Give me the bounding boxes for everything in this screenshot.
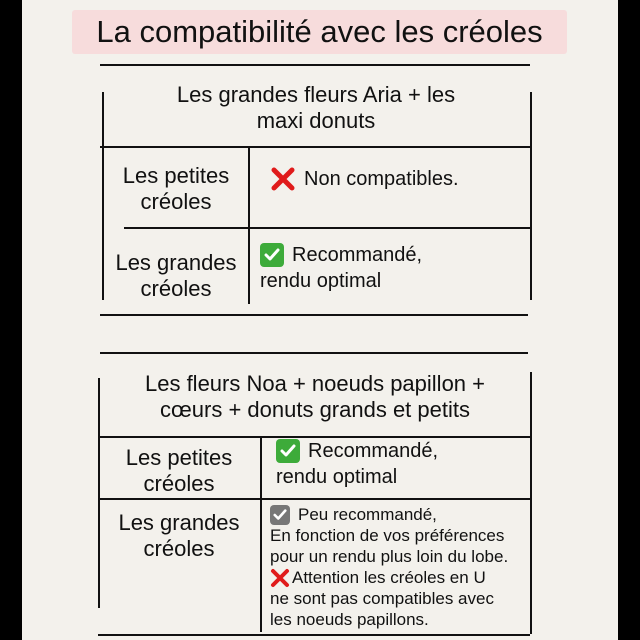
table-2-header-line-2: cœurs + donuts grands et petits [160,397,470,422]
table-1-row-1-status [270,166,459,192]
table-2-row-1-label [98,445,260,497]
table-1-header [104,82,528,134]
status-line-peu-recommande: Peu recommandé, [298,505,437,524]
table-2-bottom-rule [98,634,530,636]
table-1-row-1-label [104,163,248,215]
table-2-header-line-1: Les fleurs Noa + noeuds papillon + [144,371,485,396]
table-1-header-divider [100,146,530,148]
table-1-column-divider [248,146,250,304]
table-1-row-2-label [104,250,248,302]
table-2-row-divider [98,498,530,500]
table-2-row-2-label-line-2: créoles [143,536,215,561]
page-title: La compatibilité avec les créoles [72,10,567,54]
table-2-row-2-label-line-1: Les grandes [118,510,240,535]
table-1-row-2-status [260,242,422,294]
table-2-row-1-status-line-2: rendu optimal [276,466,398,488]
table-2-top-rule [100,352,528,354]
table-1-top-rule [100,64,530,66]
cross-icon [270,568,290,588]
table-1-bottom-rule [100,314,528,316]
table-1-row-1-label-line-1: Les petites [122,163,230,188]
table-1-row-1-status-text: Non compatibles. [304,168,459,190]
page [22,0,618,640]
table-1-row-2-status-line-1: Recommandé, [292,244,423,266]
status-line-attention: Attention les créoles en U [292,568,486,587]
table-2-row-1-status-line-1: Recommandé, [308,440,439,462]
gray-check-icon [270,505,290,525]
status-line-compatibles: ne sont pas compatibles avec [270,589,494,608]
table-1-header-line-1: Les grandes fleurs Aria + les [176,82,456,107]
table-1-row-2-status-line-2: rendu optimal [260,270,382,292]
table-2-row-1-status [276,438,438,490]
check-icon [276,439,300,463]
table-2-row-1-label-line-1: Les petites [125,445,233,470]
table-2-row-2-label [98,510,260,562]
table-2-header [100,371,530,423]
table-2-column-divider [260,436,262,632]
table-1-row-divider [124,227,530,229]
cross-icon [270,166,296,192]
table-1-row-1-label-line-2: créoles [140,189,212,214]
table-2-row-1-label-line-2: créoles [143,471,215,496]
table-1-row-2-label-line-2: créoles [140,276,212,301]
status-line-noeuds: les noeuds papillons. [270,610,429,629]
status-line-lobe: pour un rendu plus loin du lobe. [270,547,509,566]
table-1-row-2-label-line-1: Les grandes [115,250,237,275]
status-line-preferences: En fonction de vos préférences [270,526,505,545]
table-2-right-border [530,372,532,634]
table-1-header-line-2: maxi donuts [256,108,376,133]
table-2-row-2-status [270,504,528,630]
check-icon [260,243,284,267]
table-1-right-border [530,92,532,300]
